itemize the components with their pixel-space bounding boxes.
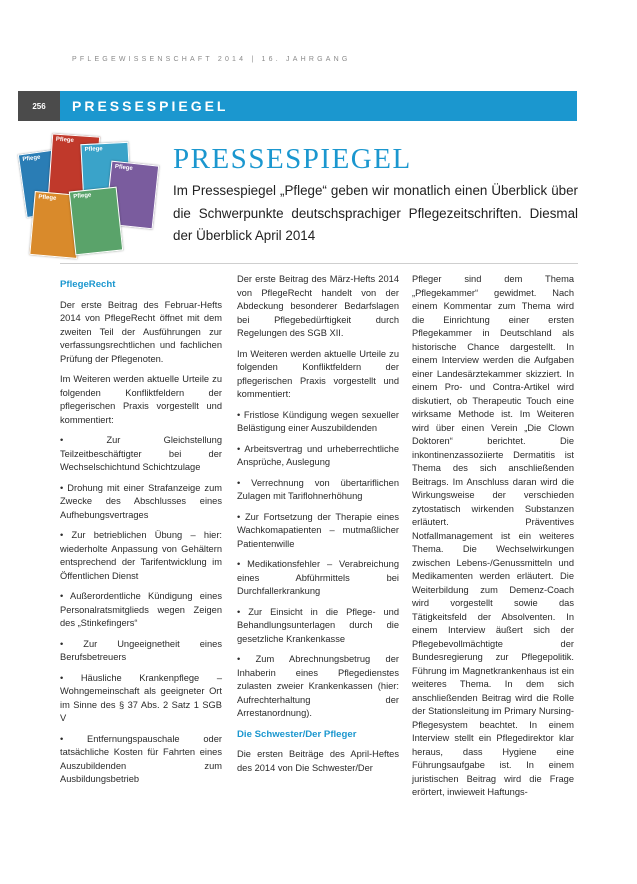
- intro-text: Im Pressespiegel „Pflege“ geben wir monatlich einen Überblick über die Schwerpunkte deutschsprachiger Pflegezeitschriften. Diesmal der Überblick April 2014: [173, 183, 578, 243]
- intro-title: PRESSESPIEGEL: [173, 143, 412, 175]
- paragraph: Der erste Beitrag des Februar-Hefts 2014 von PflegeRecht öffnet mit dem zweiten Teil der Ausführungen zur verfassungsrechtlichen und fachlichen Prüfung der Pflegenoten.: [60, 299, 222, 364]
- bullet-item: • Entfernungspauschale oder tatsächliche Kosten für Fahrten eines Auszubildenden zum Ausbildungsbetrieb: [60, 733, 222, 784]
- magazine-cover-label: Pflege: [22, 154, 41, 164]
- paragraph: Im Weiteren werden aktuelle Urteile zu folgenden Konfliktfeldern der pflegerischen Praxis vorgestellt und kommentiert:: [60, 374, 222, 425]
- text-column-right: [412, 273, 574, 807]
- magazine-cover-label: Pflege: [55, 136, 75, 144]
- text-column-middle: [237, 273, 399, 782]
- bullet-item: • Verrechnung von übertariflichen Zulagen mit Tariflohnerhöhung: [237, 477, 399, 501]
- magazine-cover-label: Pflege: [38, 194, 57, 202]
- bullet-item: • Fristlose Kündigung wegen sexueller Belästigung einer Auszubildenden: [237, 409, 399, 433]
- bullet-item: • Zur Einsicht in die Pflege- und Behandlungsunterlagen durch die gesetzliche Krankenkasse: [237, 606, 399, 644]
- bullet-item: • Medikationsfehler – Verabreichung eines Abführmittels bei Durchfallerkrankung: [237, 559, 399, 596]
- bullet-item: • Zur Ungeeignetheit eines Berufsbetreuers: [60, 638, 222, 662]
- text-column-left: [60, 273, 222, 794]
- section-heading: Die Schwester/Der Pfleger: [237, 728, 357, 740]
- page-number: 256: [18, 91, 60, 121]
- magazine-cover-label: Pflege: [114, 164, 134, 172]
- paragraph: Pfleger sind dem Thema „Pflegekammer“ gewidmet. Nach einem Kommentar zum Thema wird die Einrichtung einer ersten Pflegekammer in Deutschland als historische Chance dargestellt. In einem Interview werden die Aufgaben einer Landesärztekammer skizziert. In einem Pro- und Contra-Artikel wird diskutiert, ob Therapeutic Touch eine wirksame Methode ist. Im Weiteren wird über einen Verein „Die Clown Doktoren“ berichtet. Die inkontinenzassoziierte Dermatitis ist Thema des sich anschließenden Beitrags. Im Anschluss daran wird die Wirkungsweise der verschieden zytostatisch wirkenden Substanzen erläutert. Präventives Notfallmanagement ist ein weiteres Thema. Die Wechselwirkungen zwischen Lebens-/Genussmitteln und Medikamenten werden erläutert. Die Weiterbildung zum Demenz-Coach wird vorgestellt sowie das Tätigkeitsfeld der Absolventen. In einem Interview äußert sich der Pflegebevollmächtigte der Bundesregierung zur Pflegepolitik. Führung im Magnetkrankenhaus ist ein weiteres Thema. In dem sich anschließenden Beitrag wird die Rolle der Stationsleitung im Primary Nursing-Pflegesystem beachtet. In einem Interview stellt ein Pflegedirektor klar heraus, dass Hygiene eine Führungsaufgabe ist. In einem juristischen Beitrag wird die Frage erörtert, inwieweit Haftungs-: [412, 274, 574, 797]
- bullet-item: • Drohung mit einer Strafanzeige zum Zwecke des Abschlusses eines Aufhebungsvertrages: [60, 482, 222, 520]
- bullet-item: • Häusliche Krankenpflege – Wohngemeinschaft als geeigneter Ort im Sinne des § 37 Abs. 2 Satz 1 SGB V: [60, 672, 222, 723]
- magazine-cover-label: Pflege: [73, 192, 92, 201]
- magazine-cover-label: Pflege: [84, 146, 103, 154]
- paragraph: Der erste Beitrag des März-Hefts 2014 von PflegeRecht handelt von der Abdeckung besonderer Bedarfslagen bei Pflegebedürftigkeit durch Regelungen des SGB XII.: [237, 274, 399, 338]
- magazine-covers-image: [20, 133, 160, 263]
- paragraph: Im Weiteren werden aktuelle Urteile zu folgenden Konfliktfeldern der pflegerischen Praxis vorgestellt und kommentiert:: [237, 348, 399, 399]
- section-heading: PflegeRecht: [60, 279, 116, 290]
- bullet-item: • Zur Gleichstellung Teilzeitbeschäftigter bei der Wechselschichtund Schichtzulage: [60, 435, 222, 472]
- paragraph: Die ersten Beiträge des April-Heftes des 2014 von Die Schwester/Der: [237, 749, 399, 773]
- bullet-item: • Arbeitsvertrag und urheberrechtliche Ansprüche, Auslegung: [237, 443, 399, 467]
- divider: [60, 263, 578, 264]
- magazine-cover: [69, 187, 123, 256]
- section-header-title: PRESSESPIEGEL: [72, 98, 229, 114]
- bullet-item: • Zur Fortsetzung der Therapie eines Wachkomapatienten – mutmaßlicher Patientenwille: [237, 511, 399, 549]
- bullet-item: • Außerordentliche Kündigung eines Personalratsmitglieds wegen Zeigen des „Stinkefingers“: [60, 591, 222, 628]
- bullet-item: • Zur betrieblichen Übung – hier: wiederholte Anpassung von Gehältern entsprechend der Tarifentwicklung im Öffentlichen Dienst: [60, 530, 222, 581]
- bullet-item: • Zum Abrechnungsbetrug der Inhaberin eines Pflegedienstes zulasten zweier Krankenkassen (hier: Aufrechterhaltung der Arrestanordnung).: [237, 654, 399, 718]
- section-header-bar: [60, 91, 577, 121]
- running-head: PFLEGEWISSENSCHAFT 2014 | 16. JAHRGANG: [72, 56, 351, 63]
